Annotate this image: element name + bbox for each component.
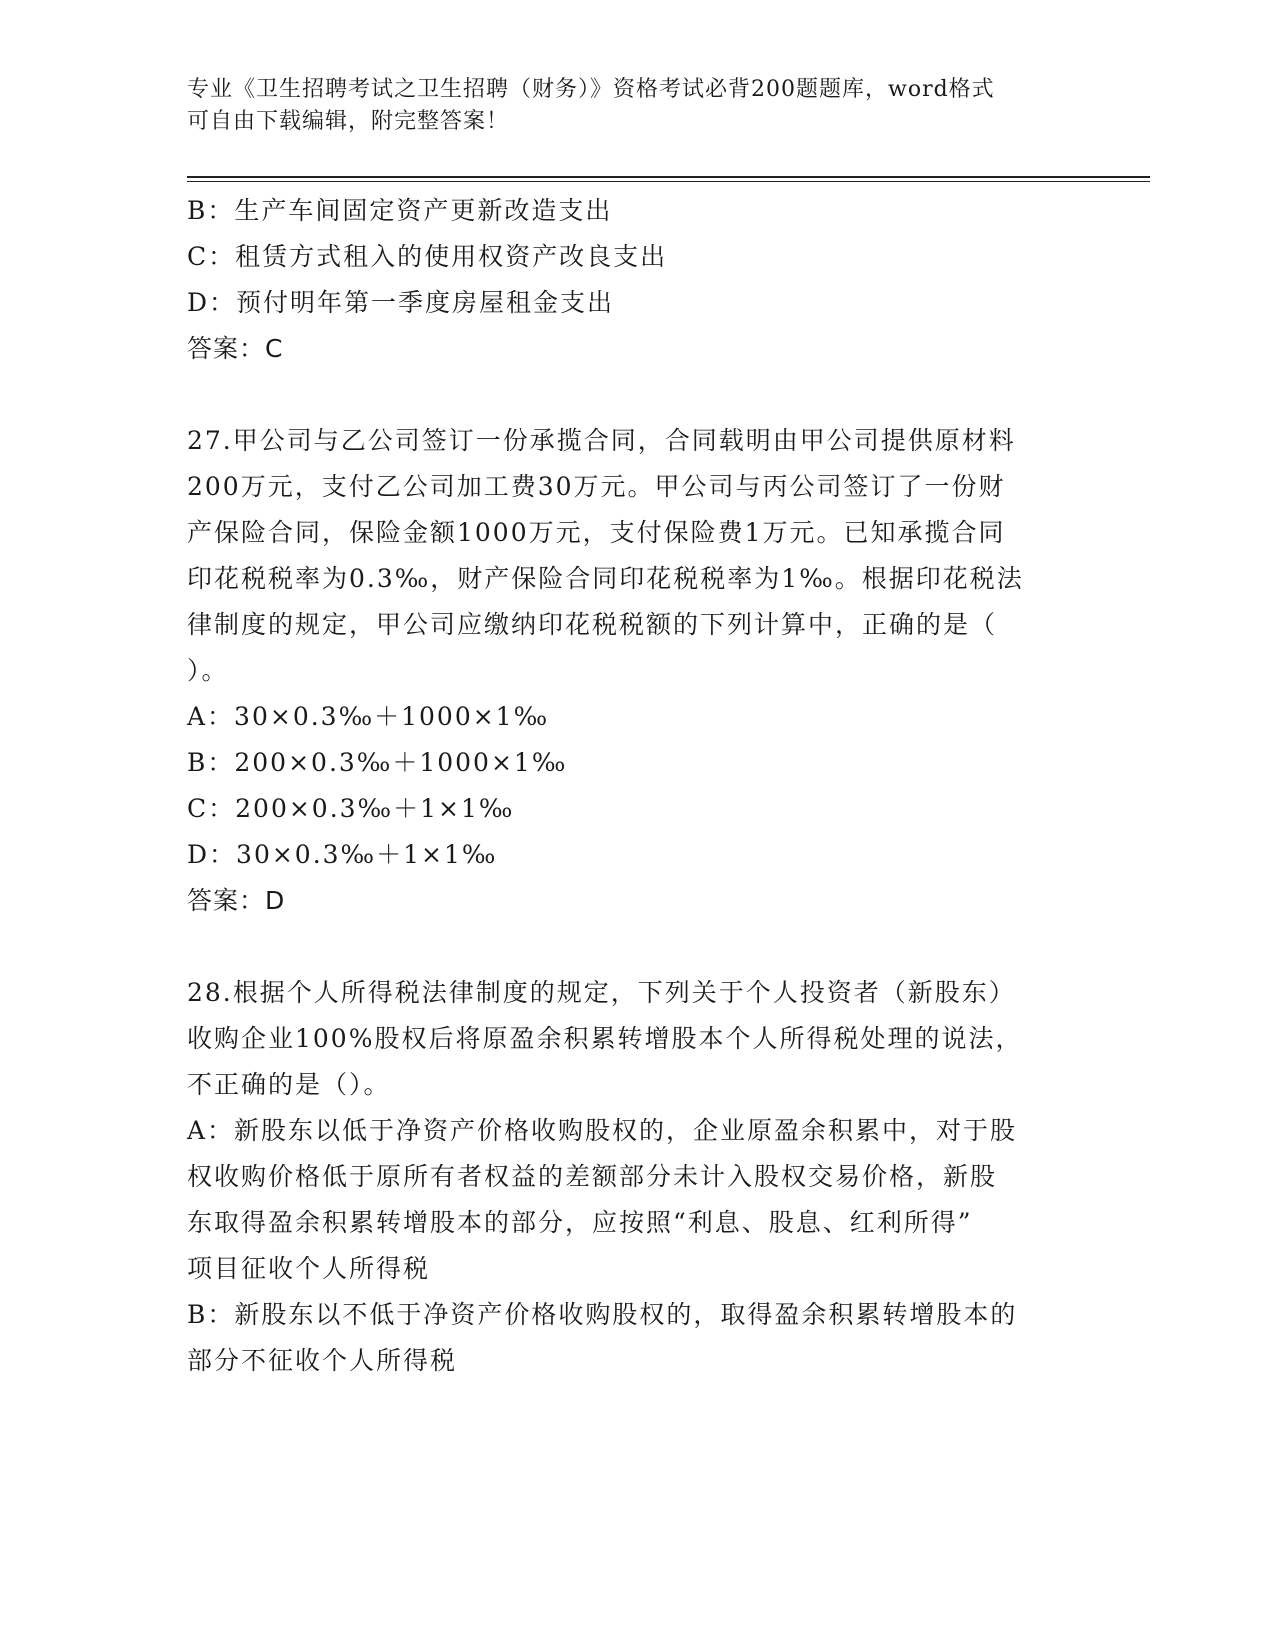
option-text-line: B：新股东以不低于净资产价格收购股权的，取得盈余积累转增股本的 — [187, 1300, 1018, 1329]
question-text-line: ）。 — [187, 656, 229, 685]
option-c: C：200×0.3‰＋1×1‰ — [187, 794, 515, 823]
option-d: D：预付明年第一季度房屋租金支出 — [187, 288, 615, 317]
answer-line: 答案：D — [187, 886, 286, 915]
option-text-line: 东取得盈余积累转增股本的部分，应按照“利息、股息、红利所得” — [187, 1208, 973, 1237]
question-text-line: 27.甲公司与乙公司签订一份承揽合同，合同载明由甲公司提供原材料 — [187, 426, 1016, 455]
question-26 — [187, 188, 1077, 372]
question-28 — [187, 970, 1077, 1384]
question-text-line: 收购企业100%股权后将原盈余积累转增股本个人所得税处理的说法， — [187, 1024, 1023, 1053]
option-text-line: A：新股东以低于净资产价格收购股权的，企业原盈余积累中，对于股 — [187, 1116, 1018, 1145]
option-a — [187, 1108, 1077, 1292]
question-text-line: 律制度的规定，甲公司应缴纳印花税税额的下列计算中，正确的是（ — [187, 610, 998, 639]
question-27 — [187, 418, 1077, 924]
header-divider-thin — [187, 181, 1150, 182]
option-d: D：30×0.3‰＋1×1‰ — [187, 840, 498, 869]
question-text-line: 产保险合同，保险金额1000万元，支付保险费1万元。已知承揽合同 — [187, 518, 1006, 547]
question-text-line: 不正确的是（）。 — [187, 1070, 391, 1099]
header-line-2: 可自由下载编辑，附完整答案！ — [187, 109, 510, 134]
option-c: C：租赁方式租入的使用权资产改良支出 — [187, 242, 668, 271]
header-line-1: 专业《卫生招聘考试之卫生招聘（财务）》资格考试必背200题题库，word格式 — [187, 77, 995, 102]
header-divider-thick — [187, 176, 1150, 178]
option-text-line: 权收购价格低于原所有者权益的差额部分未计入股权交易价格，新股 — [187, 1162, 998, 1191]
question-text-line: 200万元，支付乙公司加工费30万元。甲公司与丙公司签订了一份财 — [187, 472, 1006, 501]
option-text-line: 部分不征收个人所得税 — [187, 1346, 458, 1375]
answer-line: 答案：C — [187, 334, 284, 363]
spacer — [187, 924, 1077, 970]
document-body — [187, 188, 1077, 1384]
document-header — [187, 74, 1067, 138]
option-b — [187, 1292, 1077, 1384]
question-text-line: 28.根据个人所得税法律制度的规定，下列关于个人投资者（新股东） — [187, 978, 1016, 1007]
question-text-line: 印花税税率为0.3‰，财产保险合同印花税税率为1‰。根据印花税法 — [187, 564, 1024, 593]
option-b: B：生产车间固定资产更新改造支出 — [187, 196, 613, 225]
option-a: A：30×0.3‰＋1000×1‰ — [187, 702, 550, 731]
option-text-line: 项目征收个人所得税 — [187, 1254, 431, 1283]
spacer — [187, 372, 1077, 418]
option-b: B：200×0.3‰＋1000×1‰ — [187, 748, 568, 777]
